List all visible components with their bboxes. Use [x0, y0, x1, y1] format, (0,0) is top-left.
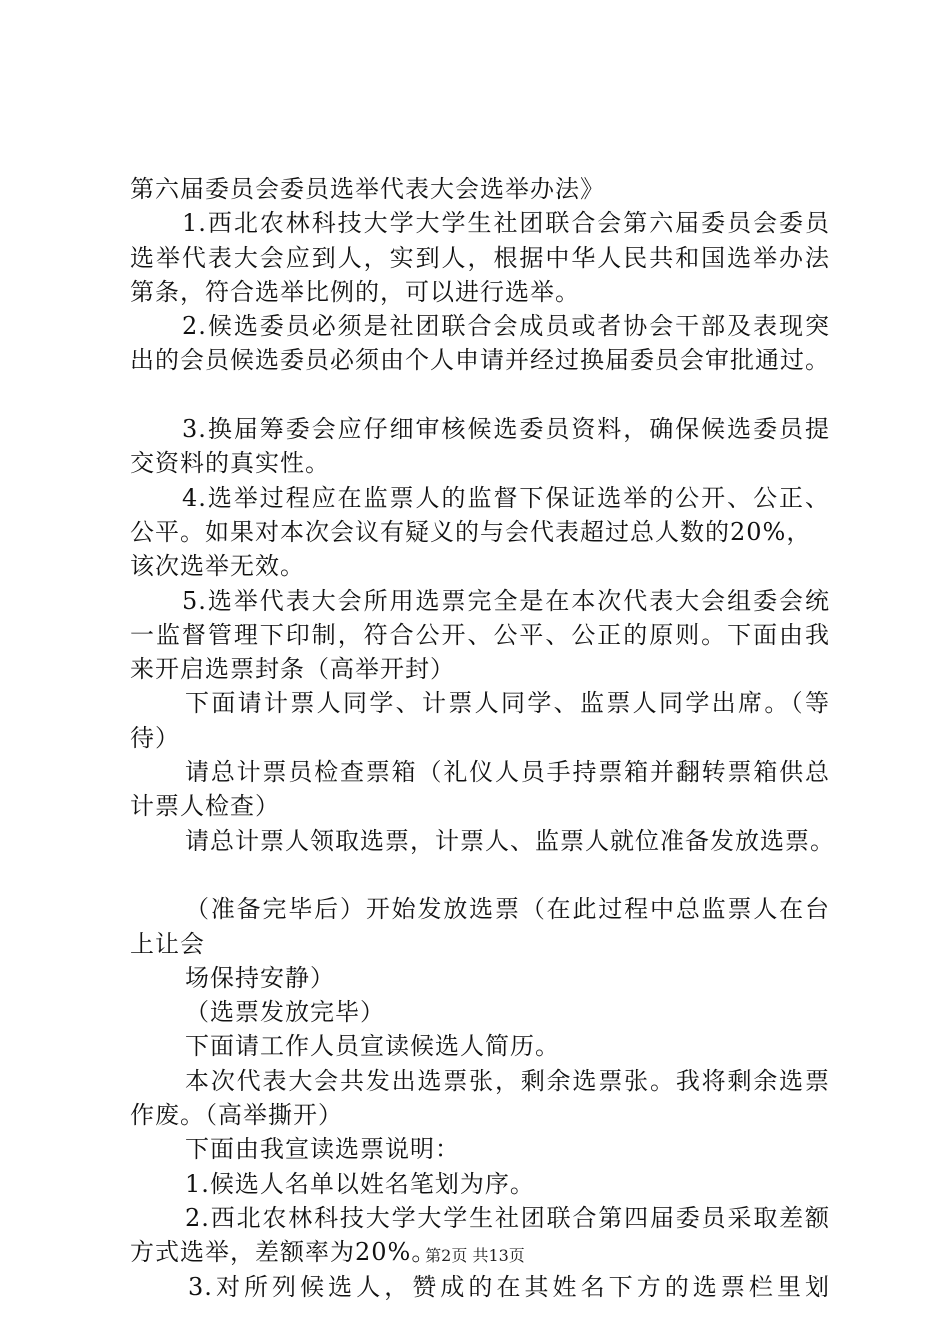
blank-line [130, 858, 830, 892]
text-line: 上让会 [130, 929, 205, 958]
text-line: 2.候选委员必须是社团联合会成员或者协会干部及表现突 [182, 312, 830, 341]
text-line: 选举代表大会应到人，实到人，根据中华人民共和国选举办法 [130, 243, 830, 272]
text-line: （选票发放完毕） [185, 998, 385, 1027]
text-line: 1.候选人名单以姓名笔划为序。 [185, 1169, 535, 1198]
text-line: 交资料的真实性。 [130, 449, 330, 478]
text-line: 一监督管理下印制，符合公开、公平、公正的原则。下面由我 [130, 620, 830, 649]
text-line: 3.对所列候选人，赞成的在其姓名下方的选票栏里划 [188, 1272, 830, 1301]
text-line: 5.选举代表大会所用选票完全是在本次代表大会组委会统 [182, 586, 830, 615]
text-line: 下面请计票人同学、计票人同学、监票人同学出席。（等 [185, 689, 830, 718]
text-line: 计票人检查） [130, 792, 280, 821]
text-line: 场保持安静） [185, 963, 335, 992]
text-line: 待） [130, 723, 180, 752]
text-line: 出的会员候选委员必须由个人申请并经过换届委员会审批通过。 [130, 346, 830, 375]
text-line: 下面请工作人员宣读候选人简历。 [185, 1032, 560, 1061]
text-line: 3.换届筹委会应仔细审核候选委员资料，确保候选委员提 [182, 415, 830, 444]
text-line: 1.西北农林科技大学大学生社团联合会第六届委员会委员 [182, 209, 830, 238]
text-line: 本次代表大会共发出选票张，剩余选票张。我将剩余选票 [185, 1066, 830, 1095]
text-line: 2.西北农林科技大学大学生社团联合第四届委员采取差额 [185, 1203, 830, 1232]
text-line: 4.选举过程应在监票人的监督下保证选举的公开、公正、 [182, 483, 830, 512]
blank-line [130, 378, 830, 412]
text-line: 公平。如果对本次会议有疑义的与会代表超过总人数的20%， [130, 517, 812, 546]
text-line: 请总计票人领取选票，计票人、监票人就位准备发放选票。 [185, 826, 835, 855]
text-line: 第条，符合选举比例的，可以进行选举。 [130, 277, 580, 306]
text-line: 下面由我宣读选票说明： [185, 1135, 460, 1164]
text-line: 来开启选票封条（高举开封） [130, 655, 455, 684]
text-line: 作废。（高举撕开） [130, 1101, 343, 1130]
text-line: 该次选举无效。 [130, 552, 305, 581]
text-line: 方式选举，差额率为20%。 [130, 1238, 437, 1267]
page-number: 第2页 共13页 [425, 1246, 525, 1265]
text-line: 请总计票员检查票箱（礼仪人员手持票箱并翻转票箱供总 [185, 758, 830, 787]
text-line: （准备完毕后）开始发放选票（在此过程中总监票人在台 [185, 895, 830, 924]
text-line: 第六届委员会委员选举代表大会选举办法》 [130, 175, 605, 203]
document-body [130, 172, 835, 1304]
